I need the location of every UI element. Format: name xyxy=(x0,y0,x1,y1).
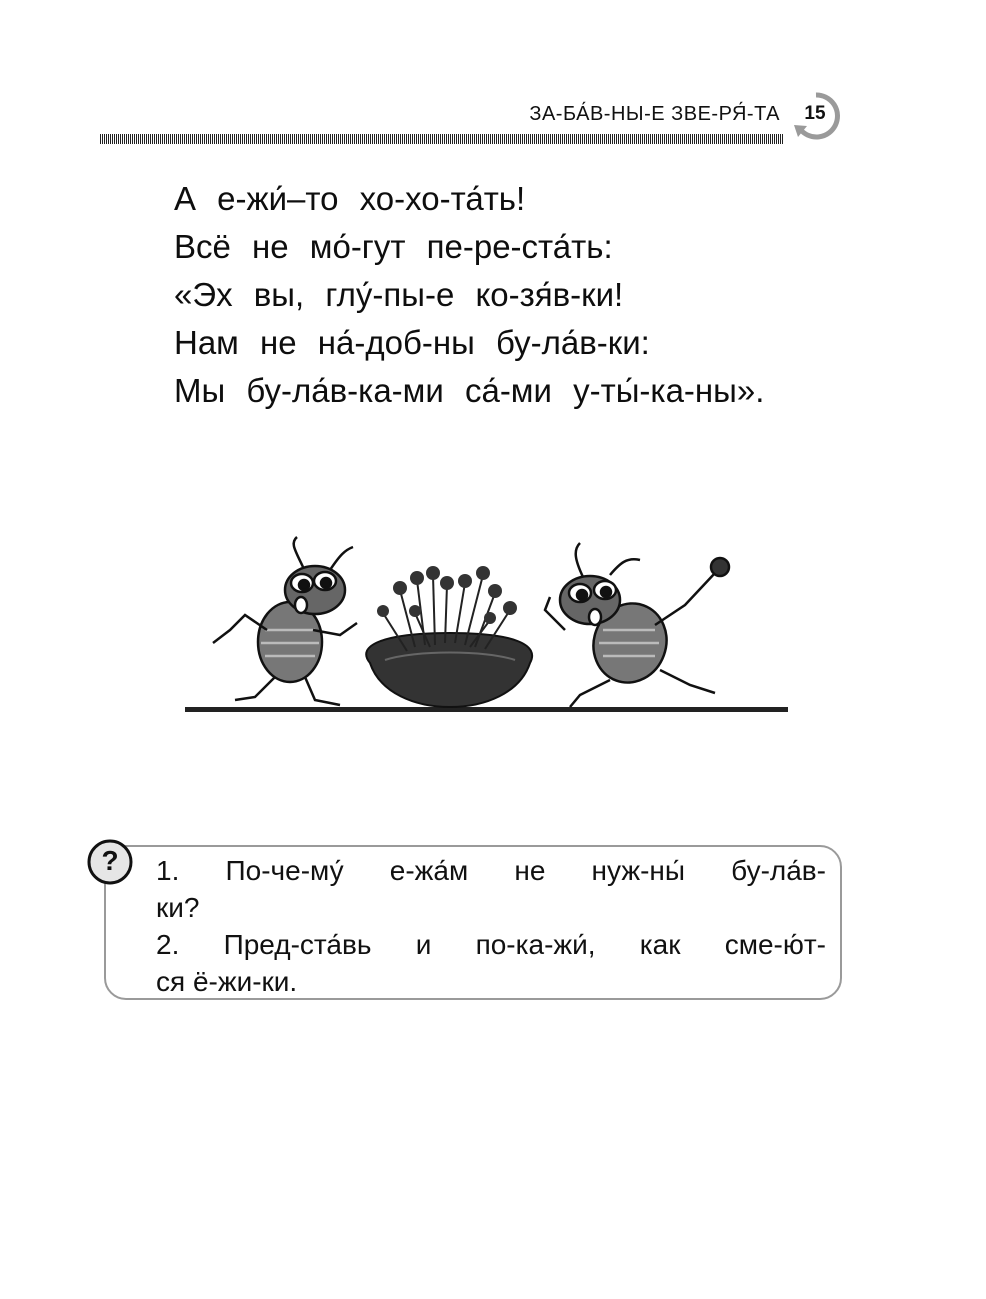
right-bug-image xyxy=(545,543,729,707)
question-badge xyxy=(86,838,134,886)
section-title: ЗА-БА́В-НЫ-Е ЗВЕ-РЯ́-ТА xyxy=(529,103,780,125)
poem-line: А е-жи́–то хо-хо-та́ть! xyxy=(174,180,526,217)
question-line: ся ё-жи-ки. xyxy=(156,966,298,997)
page-number-badge xyxy=(790,90,842,142)
question-line: 1. По-че-му́ е-жа́м не нуж-ны́ бу-ла́в- xyxy=(156,855,826,886)
bugs-pincushion-illustration xyxy=(185,535,790,720)
question-mark: ? xyxy=(101,845,119,876)
poem xyxy=(174,175,764,415)
page-number: 15 xyxy=(804,103,826,124)
poem-line: Нам не на́-доб-ны бу-ла́в-ки: xyxy=(174,324,650,361)
poem-line: Мы бу-ла́в-ка-ми са́-ми у-ты́-ка-ны». xyxy=(174,372,765,409)
questions xyxy=(156,852,826,1000)
poem-line: Всё не мо́-гут пе-ре-ста́ть: xyxy=(174,228,613,265)
left-bug-image xyxy=(213,537,357,705)
question-line: 2. Пред-ста́вь и по-ка-жи́, как сме-ю́т- xyxy=(156,929,826,960)
pincushion-image xyxy=(366,566,532,707)
question-line: ки? xyxy=(156,892,200,923)
header-divider xyxy=(100,134,784,144)
poem-line: «Эх вы, глу́-пы-е ко-зя́в-ки! xyxy=(174,276,624,313)
